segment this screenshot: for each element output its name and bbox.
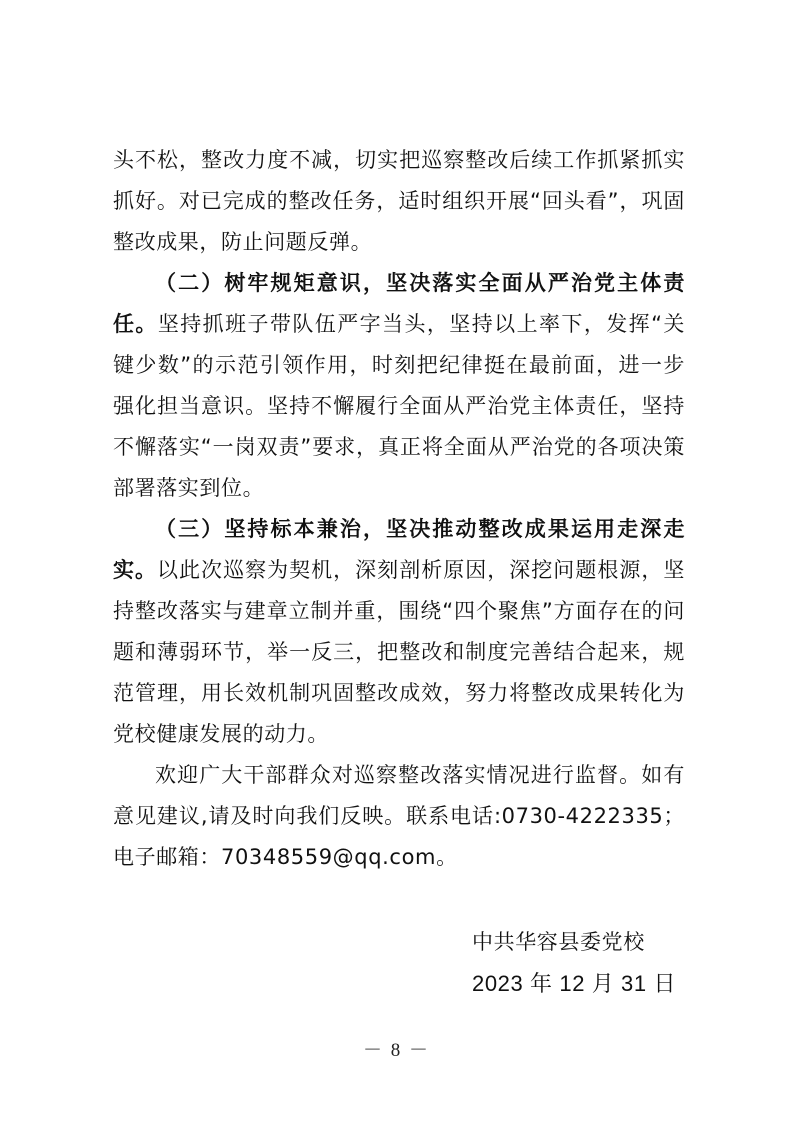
page-number: － 8 －	[362, 1040, 430, 1061]
section-heading-3: （三）坚持标本兼治，坚决推动整改成果运用走深走实。	[113, 517, 685, 582]
paragraph-section-2	[113, 263, 685, 509]
paragraph-text: 以此次巡察为契机，深刻剖析原因，深挖问题根源，坚持整改落实与建章立制并重，围绕“四个聚焦”方面存在的问题和薄弱环节，举一反三，把整改和制度完善结合起来，规范管理，用长效机制巩固整改成效，努力将整改成果转化为党校健康发展的动力。	[113, 558, 685, 746]
paragraph-section-3	[113, 509, 685, 755]
signature-organization: 中共华容县委党校	[472, 930, 645, 954]
document-body	[113, 140, 685, 878]
paragraph-contact	[113, 755, 685, 878]
signature-date: 2023 年 12 月 31 日	[472, 971, 677, 996]
paragraph-continuation	[113, 140, 685, 263]
paragraph-text: 头不松，整改力度不减，切实把巡察整改后续工作抓紧抓实抓好。对已完成的整改任务，适时组织开展“回头看”，巩固整改成果，防止问题反弹。	[113, 148, 685, 254]
section-heading-2: （二）树牢规矩意识，坚决落实全面从严治党主体责任。	[113, 271, 685, 336]
paragraph-text: 欢迎广大干部群众对巡察整改落实情况进行监督。如有意见建议,请及时向我们反映。联系电话:0730-4222335；电子邮箱：70348559@qq.com。	[113, 763, 685, 869]
signature-block	[472, 922, 732, 1004]
paragraph-text: 坚持抓班子带队伍严字当头，坚持以上率下，发挥“关键少数”的示范引领作用，时刻把纪律挺在最前面，进一步强化担当意识。坚持不懈履行全面从严治党主体责任，坚持不懈落实“一岗双责”要求，真正将全面从严治党的各项决策部署落实到位。	[113, 312, 685, 500]
